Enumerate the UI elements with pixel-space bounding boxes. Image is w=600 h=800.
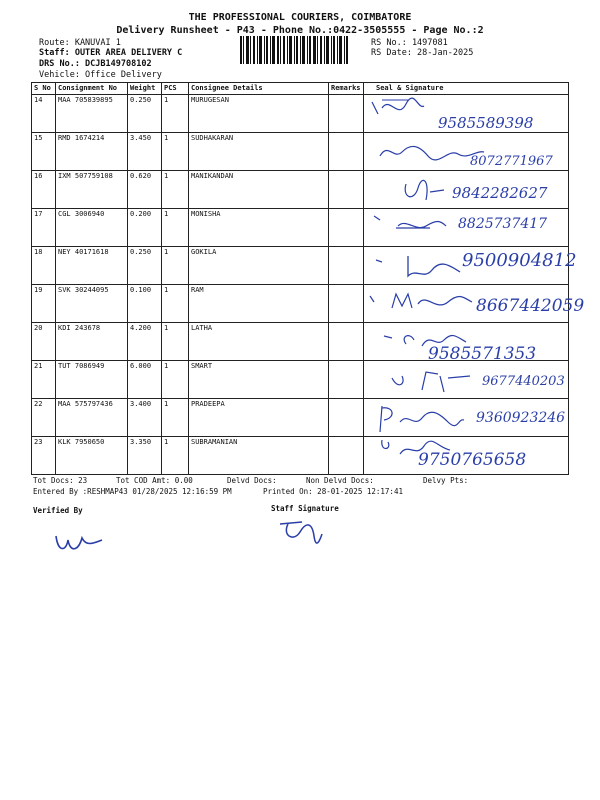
handwritten-phone: 9360923246 xyxy=(476,410,566,426)
cell-sno: 23 xyxy=(32,437,56,475)
table-row xyxy=(32,209,569,247)
cell-consignee: MURUGESAN xyxy=(189,95,329,133)
col-consignment: Consignment No xyxy=(56,83,128,95)
cell-signature xyxy=(364,209,569,247)
table-row xyxy=(32,247,569,285)
cell-weight: 3.450 xyxy=(128,133,162,171)
cell-remarks xyxy=(329,323,364,361)
table-row xyxy=(32,133,569,171)
cell-pcs: 1 xyxy=(162,209,189,247)
cell-consignment: CGL 3006940 xyxy=(56,209,128,247)
table-row xyxy=(32,361,569,399)
col-remarks: Remarks xyxy=(329,83,364,95)
handwritten-phone: 9585571353 xyxy=(428,344,537,364)
cell-sno: 14 xyxy=(32,95,56,133)
barcode xyxy=(240,36,350,64)
handwritten-phone: 9842282627 xyxy=(452,184,548,202)
cell-remarks xyxy=(329,361,364,399)
cell-remarks xyxy=(329,95,364,133)
cell-pcs: 1 xyxy=(162,437,189,475)
drs-label: DRS No.: DCJB149708102 xyxy=(39,59,152,69)
handwritten-phone: 9750765658 xyxy=(418,450,527,470)
handwritten-phone: 9585589398 xyxy=(438,114,534,132)
cell-remarks xyxy=(329,399,364,437)
cell-pcs: 1 xyxy=(162,285,189,323)
cell-pcs: 1 xyxy=(162,133,189,171)
col-sno: S No xyxy=(32,83,56,95)
col-signature: Seal & Signature xyxy=(364,83,569,95)
verified-by-label: Verified By xyxy=(33,506,83,515)
cell-remarks xyxy=(329,437,364,475)
cell-signature xyxy=(364,361,569,399)
cell-sno: 18 xyxy=(32,247,56,285)
cell-sno: 17 xyxy=(32,209,56,247)
cell-consignee: MANIKANDAN xyxy=(189,171,329,209)
cell-weight: 0.250 xyxy=(128,95,162,133)
cell-consignment: NEY 40171618 xyxy=(56,247,128,285)
handwritten-phone: 9677440203 xyxy=(482,374,565,389)
cell-consignee: LATHA xyxy=(189,323,329,361)
cell-consignment: KLK 7950650 xyxy=(56,437,128,475)
cell-consignment: SVK 30244095 xyxy=(56,285,128,323)
cell-pcs: 1 xyxy=(162,399,189,437)
cell-signature xyxy=(364,437,569,475)
cell-consignee: SMART xyxy=(189,361,329,399)
staff-label: Staff: OUTER AREA DELIVERY C xyxy=(39,48,183,58)
cell-sno: 21 xyxy=(32,361,56,399)
cell-remarks xyxy=(329,285,364,323)
cell-weight: 4.200 xyxy=(128,323,162,361)
staff-signature xyxy=(276,516,326,544)
cell-consignment: MAA 575797436 xyxy=(56,399,128,437)
cell-consignment: MAA 705839895 xyxy=(56,95,128,133)
staff-signature-label: Staff Signature xyxy=(271,504,339,513)
cell-consignment: IXM 507759108 xyxy=(56,171,128,209)
table-row xyxy=(32,95,569,133)
cell-pcs: 1 xyxy=(162,247,189,285)
handwritten-phone: 8667442059 xyxy=(476,296,585,316)
table-row xyxy=(32,323,569,361)
cell-remarks xyxy=(329,209,364,247)
vehicle-label: Vehicle: Office Delivery xyxy=(39,70,162,80)
total-cod: Tot COD Amt: 0.00 xyxy=(116,476,193,485)
col-consignee: Consignee Details xyxy=(189,83,329,95)
cell-consignee: SUBRAMANIAN xyxy=(189,437,329,475)
total-docs: Tot Docs: 23 xyxy=(33,476,88,485)
handwritten-phone: 8072771967 xyxy=(470,154,553,169)
cell-sno: 19 xyxy=(32,285,56,323)
printed-on: Printed On: 28-01-2025 12:17:41 xyxy=(263,487,403,496)
runsheet-table xyxy=(31,82,569,475)
cell-pcs: 1 xyxy=(162,95,189,133)
cell-sno: 22 xyxy=(32,399,56,437)
cell-consignment: TUT 7086949 xyxy=(56,361,128,399)
cell-remarks xyxy=(329,171,364,209)
cell-signature xyxy=(364,247,569,285)
cell-remarks xyxy=(329,247,364,285)
cell-weight: 0.100 xyxy=(128,285,162,323)
verifier-signature xyxy=(52,522,108,556)
table-row xyxy=(32,437,569,475)
cell-signature xyxy=(364,95,569,133)
cell-sno: 15 xyxy=(32,133,56,171)
col-pcs: PCS xyxy=(162,83,189,95)
route-label: Route: KANUVAI 1 xyxy=(39,38,121,48)
cell-pcs: 1 xyxy=(162,323,189,361)
cell-sno: 20 xyxy=(32,323,56,361)
runsheet-subtitle: Delivery Runsheet - P43 - Phone No.:0422-3505555 - Page No.:2 xyxy=(116,25,484,36)
cell-consignee: GOKILA xyxy=(189,247,329,285)
cell-remarks xyxy=(329,133,364,171)
cell-pcs: 1 xyxy=(162,361,189,399)
cell-signature xyxy=(364,171,569,209)
cell-pcs: 1 xyxy=(162,171,189,209)
cell-consignee: PRADEEPA xyxy=(189,399,329,437)
cell-weight: 0.200 xyxy=(128,209,162,247)
rs-number: RS No.: 1497081 xyxy=(371,38,448,48)
cell-consignment: KDI 243678 xyxy=(56,323,128,361)
cell-weight: 0.250 xyxy=(128,247,162,285)
company-title: THE PROFESSIONAL COURIERS, COIMBATORE xyxy=(188,12,412,23)
cell-weight: 6.000 xyxy=(128,361,162,399)
table-header-row xyxy=(32,83,569,95)
col-weight: Weight xyxy=(128,83,162,95)
handwritten-phone: 9500904812 xyxy=(462,250,577,271)
table-row xyxy=(32,399,569,437)
handwritten-phone: 8825737417 xyxy=(458,216,548,232)
cell-signature xyxy=(364,399,569,437)
table-row xyxy=(32,285,569,323)
cell-consignment: RMD 1674214 xyxy=(56,133,128,171)
cell-weight: 3.400 xyxy=(128,399,162,437)
non-delivered-docs: Non Delvd Docs: xyxy=(306,476,374,485)
cell-signature xyxy=(364,285,569,323)
delivery-points: Delvy Pts: xyxy=(423,476,469,485)
cell-sno: 16 xyxy=(32,171,56,209)
cell-consignee: RAM xyxy=(189,285,329,323)
entered-by: Entered By :RESHMAP43 01/28/2025 12:16:59 PM xyxy=(33,487,232,496)
cell-consignee: MONISHA xyxy=(189,209,329,247)
cell-consignee: SUDHAKARAN xyxy=(189,133,329,171)
cell-signature xyxy=(364,323,569,361)
table-row xyxy=(32,171,569,209)
rs-date: RS Date: 28-Jan-2025 xyxy=(371,48,474,58)
delivered-docs: Delvd Docs: xyxy=(227,476,277,485)
cell-weight: 3.350 xyxy=(128,437,162,475)
cell-signature xyxy=(364,133,569,171)
cell-weight: 0.620 xyxy=(128,171,162,209)
